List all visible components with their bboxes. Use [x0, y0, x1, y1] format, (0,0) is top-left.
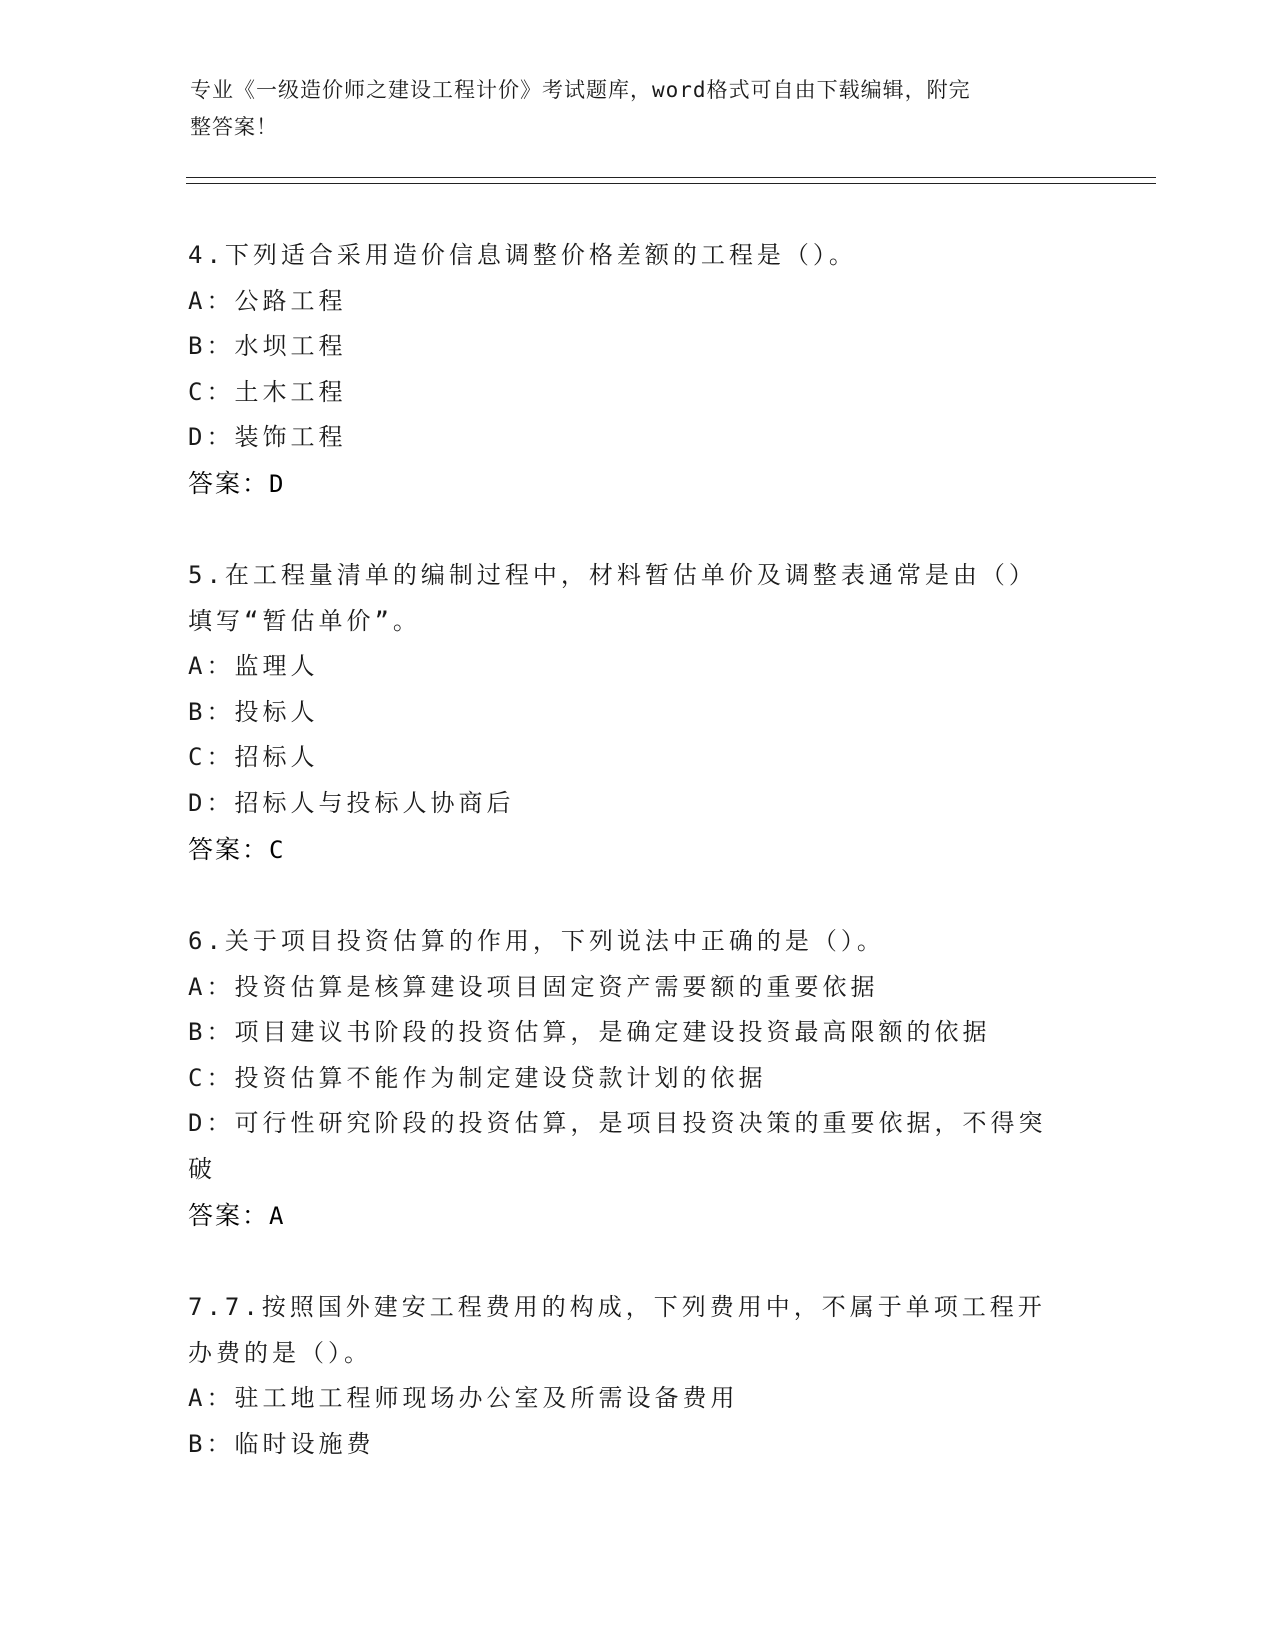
question-stem: 7.7.按照国外建安工程费用的构成，下列费用中，不属于单项工程开: [188, 1293, 1046, 1321]
question-6: [188, 919, 1088, 1238]
option-d: D：招标人与投标人协商后: [188, 788, 515, 817]
answer: [188, 1193, 1088, 1239]
header-divider-bottom: [186, 183, 1156, 184]
answer-label: 答案：: [188, 834, 270, 864]
answer-value: A: [269, 1201, 286, 1230]
question-stem: 6.关于项目投资估算的作用，下列说法中正确的是（）。: [188, 927, 885, 955]
answer: [188, 461, 1088, 507]
option-d: D：可行性研究阶段的投资估算，是项目投资决策的重要依据，不得突: [188, 1109, 1047, 1138]
option-a: A：监理人: [188, 652, 319, 681]
answer-value: C: [269, 835, 286, 864]
answer-value: D: [269, 469, 286, 498]
question-5: [188, 553, 1088, 872]
option-b: B：投标人: [188, 697, 319, 726]
header-line-1: 专业《一级造价师之建设工程计价》考试题库，word格式可自由下载编辑，附完: [190, 78, 971, 102]
answer: [188, 827, 1088, 873]
answer-label: 答案：: [188, 1200, 270, 1230]
question-stem-continued: 办费的是（）。: [188, 1338, 372, 1367]
document-header: [190, 72, 1090, 146]
question-stem: 5.在工程量清单的编制过程中，材料暂估单价及调整表通常是由（）: [188, 561, 1037, 589]
option-c: C：投资估算不能作为制定建设贷款计划的依据: [188, 1063, 767, 1092]
option-d-continued: 破: [188, 1154, 216, 1183]
option-b: B：水坝工程: [188, 332, 347, 361]
option-c: C：土木工程: [188, 377, 347, 406]
option-b: B：项目建议书阶段的投资估算，是确定建设投资最高限额的依据: [188, 1018, 991, 1047]
header-divider-top: [186, 177, 1156, 178]
option-c: C：招标人: [188, 743, 319, 772]
option-d: D：装饰工程: [188, 423, 347, 452]
question-stem-continued: 填写“暂估单价”。: [188, 606, 421, 635]
option-a: A：公路工程: [188, 286, 347, 315]
option-b: B：临时设施费: [188, 1429, 375, 1458]
answer-label: 答案：: [188, 468, 270, 498]
option-a: A：投资估算是核算建设项目固定资产需要额的重要依据: [188, 972, 879, 1001]
option-a: A：驻工地工程师现场办公室及所需设备费用: [188, 1384, 739, 1413]
question-7: [188, 1285, 1088, 1467]
question-4: [188, 233, 1088, 507]
question-stem: 4.下列适合采用造价信息调整价格差额的工程是（）。: [188, 241, 857, 269]
header-line-2: 整答案！: [190, 115, 278, 139]
